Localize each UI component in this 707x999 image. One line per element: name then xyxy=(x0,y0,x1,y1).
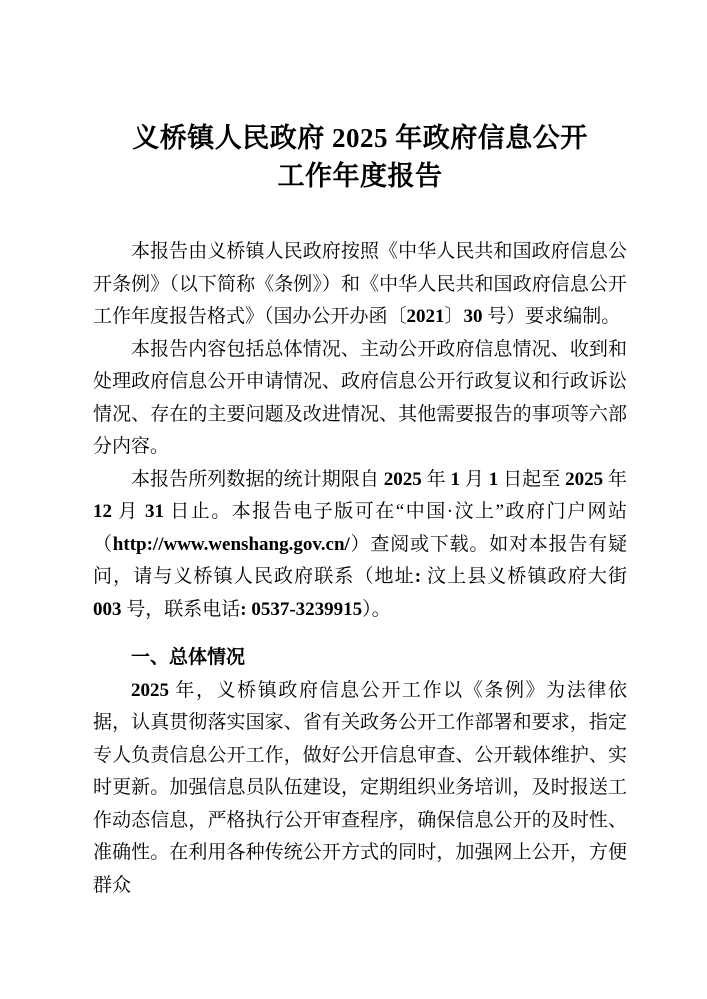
document-body xyxy=(93,236,627,902)
latin-text-run: 31 xyxy=(145,501,165,522)
document-title xyxy=(93,119,627,195)
latin-text-run: 1 xyxy=(450,468,461,490)
body-paragraph-3: 本报告所列数据的统计期限自 2025 年 1 月 1 日起至 2025 年 12 月 31 日止。本报告电子版可在“中国·汶上”政府门户网站（http://www.wenshang.gov.cn/）查阅或下载。如对本报告有疑问，请与义桥镇人民政府联系（地址: 汶上县义桥镇政府大街 003 号，联系电话: 0537-3239915）。 xyxy=(93,468,627,620)
body-paragraph-1: 本报告由义桥镇人民政府按照《中华人民共和国政府信息公开条例》（以下简称《条例》）和《中华人民共和国政府信息公开工作年度报告格式》（国办公开办函〔2021〕30 号）要求编制。 xyxy=(93,241,627,327)
document-title-line2: 工作年度报告 xyxy=(277,161,443,191)
latin-text-run: 30 xyxy=(463,306,483,327)
body-paragraph-5: 2025 年，义桥镇政府信息公开工作以《条例》为法律依据，认真贯彻落实国家、省有关政务公开工作部署和要求，指定专人负责信息公开工作，做好公开信息审查、公开载体维护、实时更新。加强信息员队伍建设，定期组织业务培训，及时报送工作动态信息，严格执行公开审查程序，确保信息公开的及时性、准确性。在利用各种传统公开方式的同时，加强网上公开，方便群众 xyxy=(93,679,627,896)
latin-text-run: 12 xyxy=(93,501,112,522)
latin-text-run: 2025 xyxy=(565,468,604,490)
latin-text-run: : xyxy=(240,598,247,620)
latin-text-run: : xyxy=(414,566,422,587)
latin-text-run: 1 xyxy=(488,468,499,490)
document-title-line1: 义桥镇人民政府 2025 年政府信息公开 xyxy=(132,123,588,153)
latin-text-run: 0537-3239915 xyxy=(251,598,363,620)
latin-text-run: http://www.wenshang.gov.cn/ xyxy=(112,533,350,555)
latin-text-run: 003 xyxy=(93,598,122,620)
latin-text-run: 2021 xyxy=(406,306,445,327)
body-paragraph-2: 本报告内容包括总体情况、主动公开政府信息情况、收到和处理政府信息公开申请情况、政府信息公开行政复议和行政诉讼情况、存在的主要问题及改进情况、其他需要报告的事项等六部分内容。 xyxy=(93,338,627,457)
latin-text-run: 2025 xyxy=(383,468,422,490)
section-heading: 一、总体情况 xyxy=(131,647,246,668)
latin-text-run: 2025 xyxy=(131,679,169,701)
